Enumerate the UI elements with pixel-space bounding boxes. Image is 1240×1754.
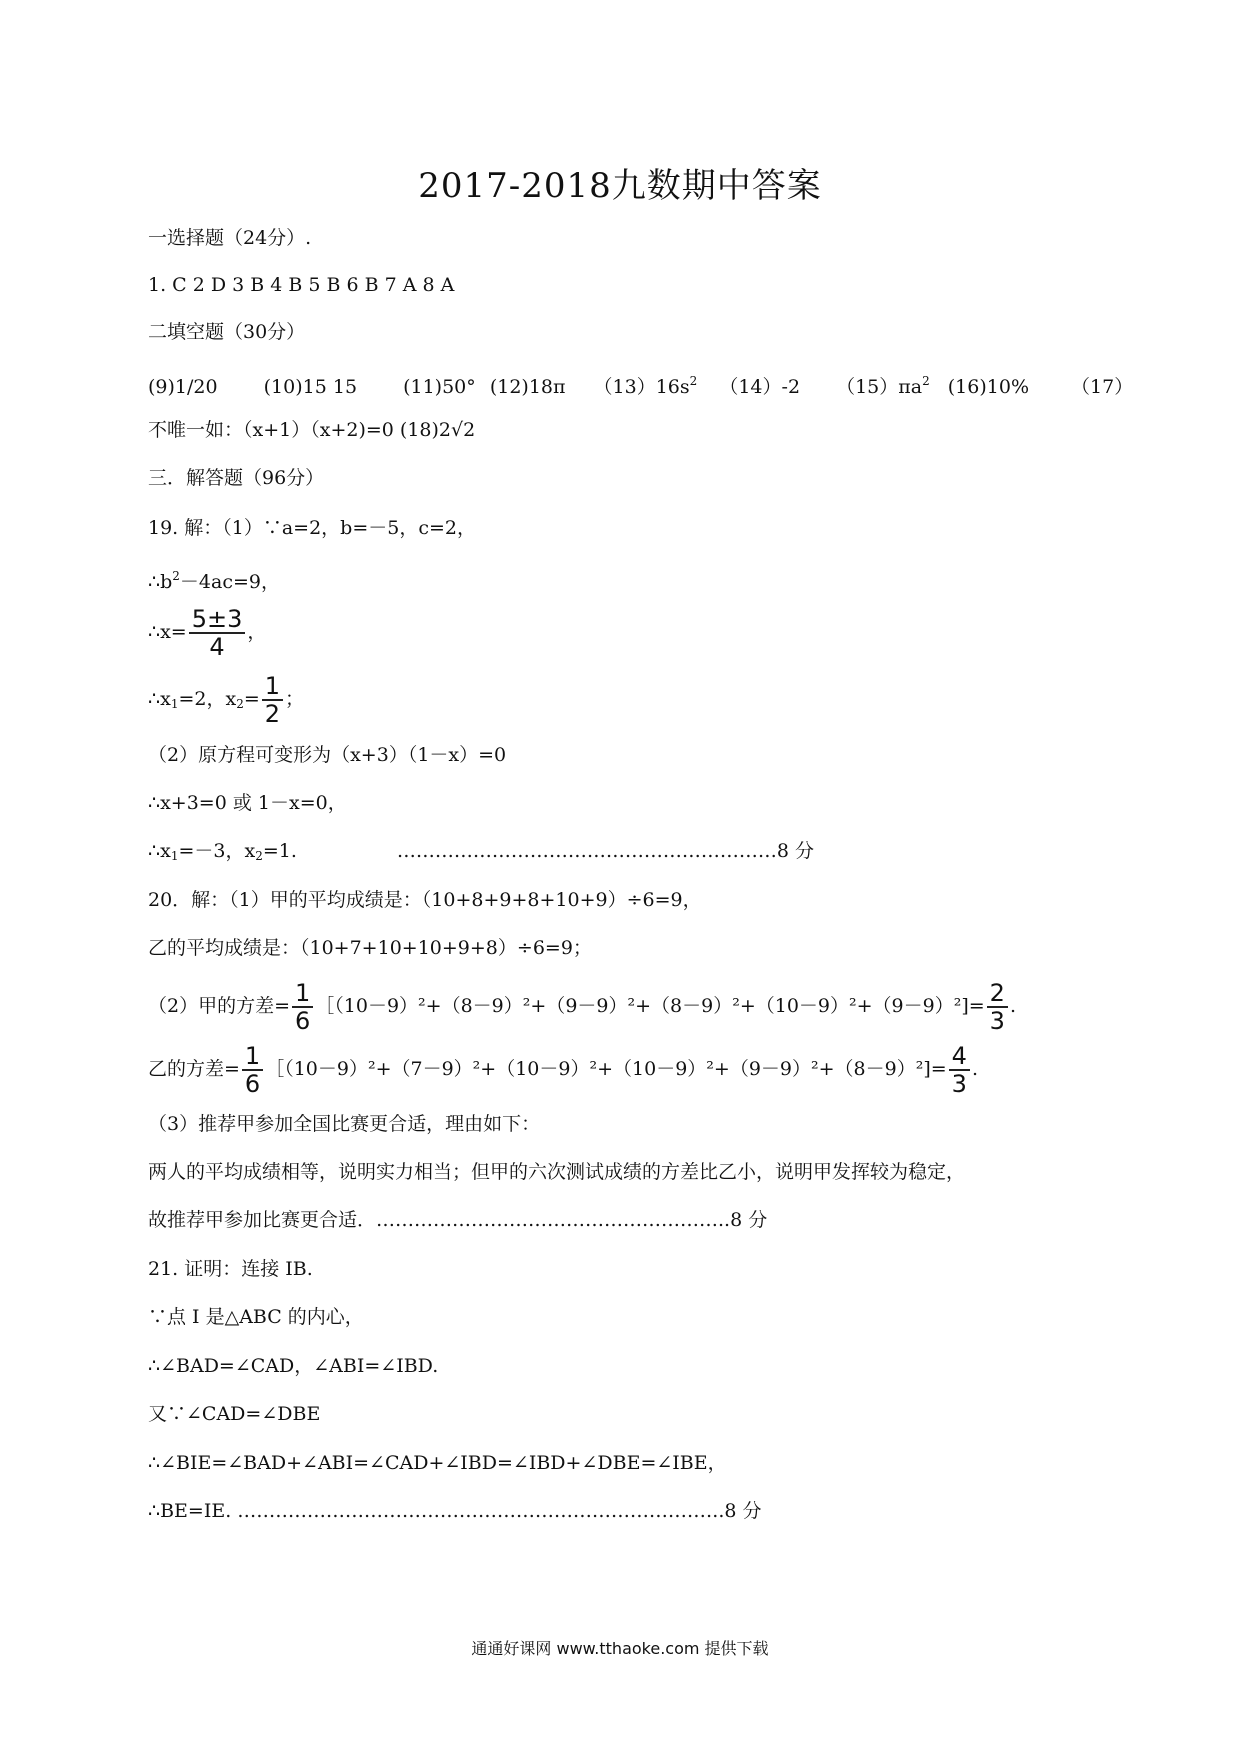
q20-variance-a-body: ［（10－9）²+（8－9）²+（9－9）²+（8－9）²+（10－9）²+（9－9）²]=	[315, 995, 985, 1017]
q20-line-7: 故推荐甲参加比赛更合适．………………………………………………..8 分	[148, 1209, 768, 1231]
q21-line-6: ∴BE=IE. …………………………………………………………………..8 分	[148, 1500, 762, 1522]
q19-final-mid: =－3，x	[178, 840, 256, 862]
q19-final-end: =1.	[262, 840, 297, 862]
q20-line-3	[148, 977, 1016, 1035]
fraction-denominator: 4	[209, 633, 225, 661]
q19-line-1: 19. 解：（1）∵a=2，b=－5，c=2，	[148, 517, 477, 539]
fraction-denominator: 6	[295, 1007, 311, 1035]
q21-line-4: 又∵∠CAD=∠DBE	[148, 1403, 321, 1425]
q19-line-7: $\therefore x_1=-3$，$x_2=1$. ……………………………………………………8 分	[148, 840, 815, 863]
section-solve-header: 三．解答题（96分）	[148, 467, 325, 489]
fill-item-9: (9)1/20	[148, 376, 218, 398]
q20-variance-a-result	[987, 980, 1008, 1034]
q21-line-3: ∴∠BAD=∠CAD，∠ABI=∠IBD.	[148, 1355, 439, 1377]
fraction-denominator: 3	[951, 1070, 967, 1098]
fraction-numerator: 2	[987, 980, 1008, 1008]
fill-item-16: (16)10%	[947, 376, 1029, 398]
fraction-numerator: 1	[242, 1043, 263, 1071]
q19-root-fraction	[262, 673, 283, 727]
q20-variance-a-label: （2）甲的方差=	[148, 995, 291, 1017]
q19-x-label: ∴x=	[148, 621, 187, 643]
fraction-denominator: 2	[264, 700, 281, 728]
q19-final-label: ∴x	[148, 840, 171, 862]
q19-root-label: ∴x	[148, 688, 171, 710]
q19-line-6: ∴x+3=0 或 1－x=0，	[148, 792, 347, 814]
q20-line-4	[148, 1040, 978, 1098]
q20-variance-b-coef	[242, 1043, 263, 1097]
q20-line-5: （3）推荐甲参加全国比赛更合适，理由如下：	[148, 1113, 541, 1135]
q21-line-5: ∴∠BIE=∠BAD+∠ABI=∠CAD+∠IBD=∠IBD+∠DBE=∠IBE，	[148, 1452, 727, 1474]
q20-line-6: 两人的平均成绩相等，说明实力相当；但甲的六次测试成绩的方差比乙小，说明甲发挥较为稳定，	[148, 1161, 966, 1183]
q20-period: .	[1009, 995, 1016, 1017]
q19-root-mid: =2，x	[178, 688, 237, 710]
choice-answers: 1. C 2 D 3 B 4 B 5 B 6 B 7 A 8 A	[148, 274, 455, 296]
q19-comma: ，	[247, 621, 267, 643]
page-title: 2017-2018九数期中答案	[418, 166, 822, 206]
fill-answers-line-2: 不唯一如：（x+1）（x+2)=0 (18)2√2	[148, 419, 476, 441]
fill-item-10: (10)15 15	[263, 376, 358, 398]
fill-item-12: (12)18π	[489, 376, 566, 398]
q20-variance-a-coef	[292, 980, 313, 1034]
section-choice-header: 一选择题（24分）.	[148, 227, 312, 249]
q21-line-1: 21. 证明：连接 IB.	[148, 1258, 313, 1280]
q20-variance-b-label: 乙的方差=	[148, 1058, 240, 1080]
fill-answers-line: (9)1/20 (10)15 15 (11)50° (12)18π $(13)16s^2$ （14）-2 $(15)\pi a^2$ (16)10% （17）	[148, 374, 1134, 398]
q19-line-4: $\therefore x_1=2$，$x_2=$ $\frac{1}{2}$ ；	[148, 672, 305, 728]
fraction-numerator: 1	[292, 980, 313, 1008]
q19-equals: =	[243, 688, 260, 710]
fill-item-15: （15）πa	[836, 376, 923, 398]
q20-variance-b-body: ［（10－9）²+（7－9）²+（10－9）²+（10－9）²+（9－9）²+（8－9）²]=	[265, 1058, 947, 1080]
fraction-denominator: 3	[989, 1007, 1005, 1035]
q20-line-1: 20．解：（1）甲的平均成绩是：（10+8+9+8+10+9）÷6=9，	[148, 889, 702, 911]
q21-line-2: ∵点 I 是△ABC 的内心，	[148, 1306, 364, 1328]
q19-semicolon: ；	[285, 688, 305, 710]
section-fill-header: 二填空题（30分）	[148, 321, 306, 343]
q20-line-2: 乙的平均成绩是：（10+7+10+10+9+8）÷6=9；	[148, 937, 592, 959]
fraction-denominator: 6	[244, 1070, 261, 1098]
fill-item-11: (11)50°	[403, 376, 476, 398]
q20-variance-b-result	[949, 1043, 970, 1097]
q19-discriminant-rest: －4ac=9，	[179, 571, 280, 593]
fraction-numerator: 5±3	[189, 606, 246, 634]
fill-item-14: （14）-2	[719, 376, 801, 398]
q19-line-3	[148, 603, 266, 661]
q20-period: .	[971, 1058, 978, 1080]
fill-item-13: （13）16s	[593, 376, 690, 398]
q19-line-2: $\therefore b^2-4ac=9$，	[148, 569, 280, 593]
fraction-numerator: 4	[949, 1043, 970, 1071]
page-footer: 通通好课网 www.tthaoke.com 提供下载	[471, 1639, 769, 1658]
fraction-numerator: 1	[262, 673, 283, 701]
q19-line-5: （2）原方程可变形为（x+3）（1－x）=0	[148, 744, 507, 766]
fill-item-17: （17）	[1071, 376, 1134, 398]
q19-discriminant-lead: ∴b	[148, 571, 173, 593]
q19-x-fraction	[189, 606, 246, 660]
q19-score: ……………………………………………………8 分	[396, 840, 815, 862]
